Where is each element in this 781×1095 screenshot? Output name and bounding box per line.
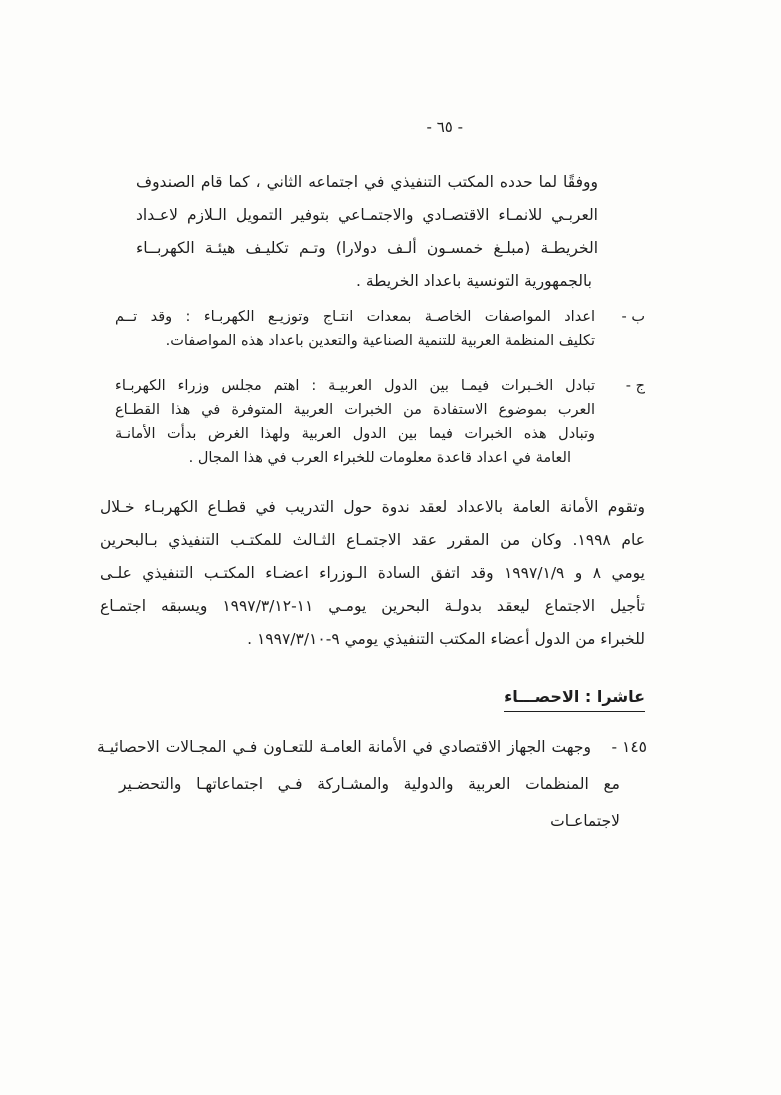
text-line: وجهت الجهاز الاقتصادي في الأمانة العامـة للتعـاون فـي المجـالات الاحصائيـة xyxy=(97,738,591,756)
text-line: للخبراء من الدول أعضاء المكتب التنفيذي يومي ٩-١٩٩٧/٣/١٠ . xyxy=(247,630,645,648)
text-line: العرب بموضوع الاستفادة من الخبرات العربية المتوفرة في هذا القطـاع xyxy=(115,402,595,418)
list-item-b xyxy=(0,305,645,353)
text-line: وتقوم الأمانة العامة بالاعداد لعقد ندوة حول التدريب في قطـاع الكهربـاء خـلال xyxy=(100,498,645,516)
page-number: - ٦٥ - xyxy=(426,118,463,136)
paragraph-145 xyxy=(97,729,647,840)
paragraph-training-seminar xyxy=(100,491,645,656)
paragraph-145-number: ١٤٥ - xyxy=(611,738,647,756)
list-item-c-marker: ج - xyxy=(625,378,645,394)
text-line: تكليف المنظمة العربية للتنمية الصناعية والتعدين باعداد هذه المواصفات. xyxy=(165,333,595,349)
list-item-c xyxy=(0,374,645,470)
text-line: ووفقًا لما حدده المكتب التنفيذي في اجتماعه الثاني ، كما قام الصندوف xyxy=(136,173,598,191)
list-item-b-marker: ب - xyxy=(621,309,645,325)
text-line: تأجيل الاجتماع ليعقد بدولـة البحرين يومـي ١١-١٩٩٧/٣/١٢ ويسبقه اجتمـاع xyxy=(100,597,645,615)
list-item-b-text xyxy=(115,305,595,353)
text-line: الخريطـة (مبلـغ خمسـون ألـف دولارا) وتـم تكليـف هيئـة الكهربــاء xyxy=(136,239,598,257)
text-line: وتبادل هذه الخبرات فيما بين الدول العربية ولهذا الغرض بدأت الأمانـة xyxy=(115,426,595,442)
section-heading-statistics: عاشرا : الاحصـــاء xyxy=(504,687,645,712)
text-line: العامة في اعداد قاعدة معلومات للخبراء العرب في هذا المجال . xyxy=(188,450,571,466)
text-line: بالجمهورية التونسية باعداد الخريطة . xyxy=(355,272,592,290)
section-heading-row xyxy=(0,687,645,712)
text-line: يومي ٨ و ١٩٩٧/١/٩ وقد اتفق السادة الـوزراء اعضـاء المكتـب التنفيذي علـى xyxy=(100,564,645,582)
paragraph-145-first-line xyxy=(97,729,647,766)
text-line: مع المنظمات العربية والدولية والمشـاركة فـي اجتماعاتهـا والتحضـير لاجتماعـات xyxy=(119,775,620,830)
text-line: تبادل الخـبرات فيمـا بين الدول العربيـة : اهتم مجلس وزراء الكهربـاء xyxy=(115,378,595,394)
paragraph-funding xyxy=(136,166,598,298)
text-line: عام ١٩٩٨. وكان من المقرر عقد الاجتمـاع الثـالث للمكتـب التنفيذي بـالبحرين xyxy=(100,531,645,549)
list-item-c-text xyxy=(115,374,595,470)
text-line: اعداد المواصفات الخاصـة بمعدات انتـاج وتوزيـع الكهربـاء : وقد تــم xyxy=(115,309,595,325)
text-line: العربـي للانمـاء الاقتصـادي والاجتمـاعي بتوفير التمويل الـلازم لاعـداد xyxy=(136,206,598,224)
